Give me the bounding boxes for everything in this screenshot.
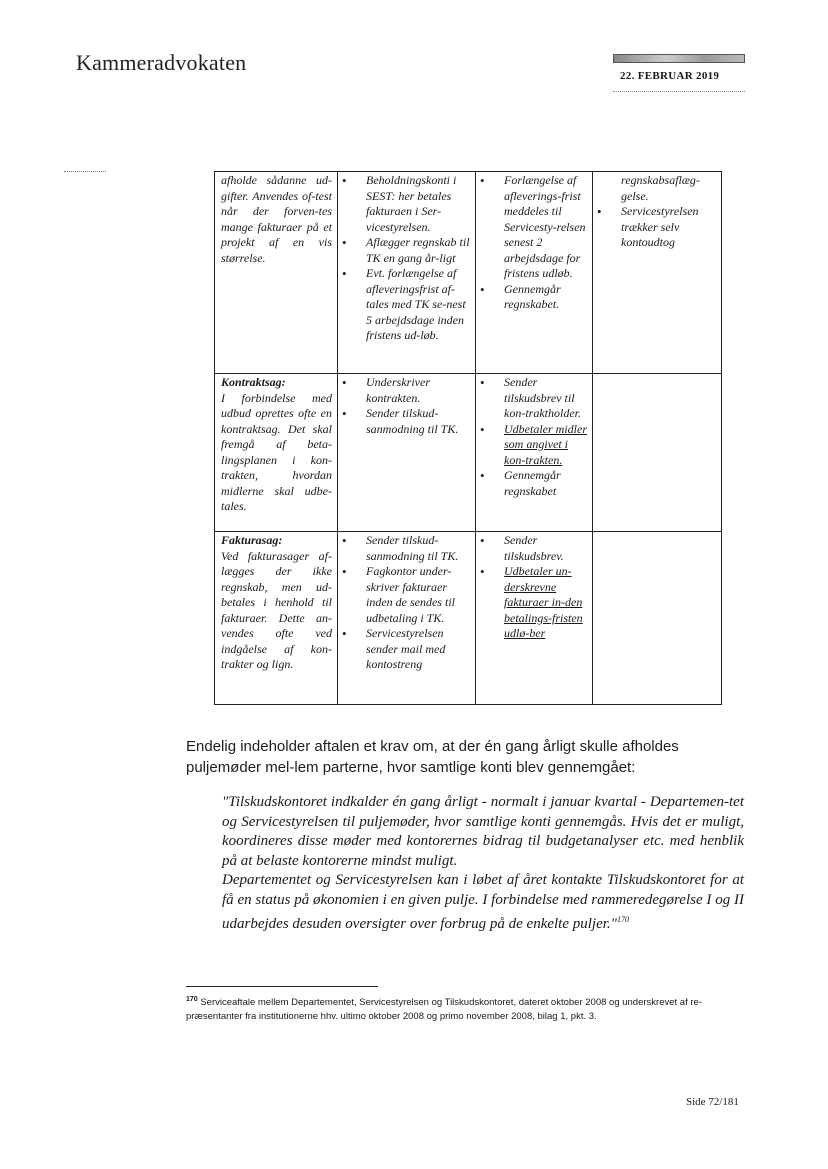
list-item: • Underskriver kontrakten. — [344, 375, 470, 406]
quote-paragraph: Departementet og Servicestyrelsen kan i løbet af året kontakte Tilskudskontoret for at få en status på økonomien i en given pulje. I forbindelse med rammeredegørelse I og II udarbejdes desuden oversigter over forbrug på de enkelte puljer." — [222, 872, 744, 932]
table-cell — [593, 172, 722, 374]
header-rule — [613, 91, 745, 92]
list-item: • Sender tilskudsbrev. — [482, 533, 587, 564]
table-cell — [338, 374, 476, 532]
quote-paragraph-end — [222, 871, 744, 935]
table-cell — [476, 172, 593, 374]
list-item: • Udbetaler un-derskrevne fakturaer in-den betalings-fristen udlø-ber — [482, 564, 587, 642]
header-date: 22. FEBRUAR 2019 — [620, 70, 720, 82]
table-cell — [338, 532, 476, 705]
list-item: • Gennemgår regnskabet — [482, 468, 587, 499]
cell-text: regnskabsaflæg-gelse. — [621, 173, 700, 203]
footnote — [186, 993, 746, 1024]
table-cell — [215, 374, 338, 532]
list-item: • Evt. forlængelse af afleveringsfrist af-tales med TK se-nest 5 arbejdsdage inden fristens ud-løb. — [344, 266, 470, 344]
list-item: • Udbetaler midler som angivet i kon-trakten. — [482, 422, 587, 469]
table-cell — [215, 172, 338, 374]
date-bar — [613, 54, 745, 63]
cell-text: afholde sådanne ud-gifter. Anvendes of-test når der forven-tes mange fakturaer på et projekt af en vis størrelse. — [221, 173, 332, 265]
list-item: • Servicestyrelsen trækker selv kontoudtog — [599, 204, 716, 251]
table-cell — [476, 532, 593, 705]
margin-marker — [64, 171, 106, 172]
table-cell — [338, 172, 476, 374]
table-row — [215, 532, 722, 705]
quote-paragraph: "Tilskudskontoret indkalder én gang årligt - normalt i januar kvartal - Departemen-tet og Servicestyrelsen til puljemøder, hvor samtlige konti gennemgås. Hvis det er muligt, koordineres disse møder med kontorernes bidrag til budgetanalyser etc. med henblik på at belaste kontorerne mindst muligt. — [222, 794, 744, 869]
footnote-ref: 170 — [616, 915, 629, 924]
table-cell — [215, 532, 338, 705]
procedure-table — [214, 171, 722, 705]
row-label: Kontraktsag: — [221, 375, 286, 389]
footnote-rule — [186, 986, 378, 987]
table-cell — [593, 532, 722, 705]
list-item: • Gennemgår regnskabet. — [482, 282, 587, 313]
row-label: Fakturasag: — [221, 533, 283, 547]
table-row — [215, 374, 722, 532]
list-item: • Beholdningskonti i SEST: her betales fakturaen i Ser-vicestyrelsen. — [344, 173, 470, 235]
list-item: • Sender tilskud-sanmodning til TK. — [344, 406, 470, 437]
list-item: • Servicestyrelsen sender mail med kontostreng — [344, 626, 470, 673]
brand-name: Kammeradvokaten — [76, 50, 247, 75]
list-item: • Sender tilskud-sanmodning til TK. — [344, 533, 470, 564]
list-item: • Sender tilskudsbrev til kon-traktholder. — [482, 375, 587, 422]
table-row — [215, 172, 722, 374]
page-number: Side 72/181 — [686, 1096, 739, 1108]
table-cell — [593, 374, 722, 532]
table-cell — [476, 374, 593, 532]
block-quote — [222, 793, 744, 935]
body-paragraph: Endelig indeholder aftalen et krav om, at der én gang årligt skulle afholdes puljemøder mel-lem parterne, hvor samtlige konti blev gennemgået: — [186, 738, 679, 776]
cell-text: Ved fakturasager af-lægges der ikke regnskab, men ud-betales i henhold til fakturaer. Dette an-vendes ofte ved indgåelse af kon-trakter og lign. — [221, 548, 332, 671]
cell-text: I forbindelse med udbud oprettes ofte en kontraktsag. Det skal fremgå af beta-lingsplanen i kon-trakten, hvordan midlerne skal udbe-tales. — [221, 390, 332, 513]
list-item: • Aflægger regnskab til TK en gang år-ligt — [344, 235, 470, 266]
list-item: • Forlængelse af afleverings-frist meddeles til Servicesty-relsen senest 2 arbejdsdage for fristens udløb. — [482, 173, 587, 282]
footnote-text: Serviceaftale mellem Departementet, Servicestyrelsen og Tilskudskontoret, dateret oktober 2008 og underskrevet af re-præsentanter fra institutionerne hhv. ultimo oktober 2008 og primo november 2008, bilag 1, pkt. 3. — [186, 997, 702, 1023]
footnote-number: 170 — [186, 996, 198, 1003]
list-item: • Fagkontor under-skriver fakturaer inden de sendes til udbetaling i TK. — [344, 564, 470, 626]
